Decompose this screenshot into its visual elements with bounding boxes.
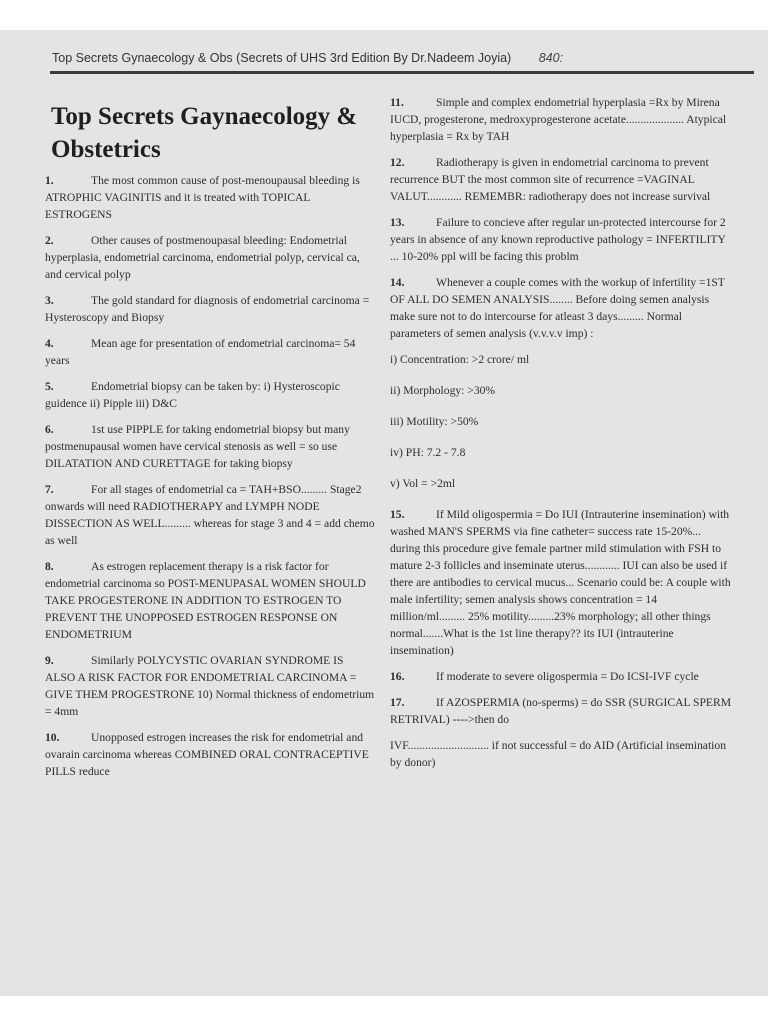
list-item [45, 558, 375, 643]
list-item [45, 729, 375, 780]
running-header [52, 51, 752, 73]
list-item [390, 274, 732, 342]
item-number: 10. [45, 731, 60, 744]
item-text: The most common cause of post-menoupausal bleeding is ATROPHIC VAGINITIS and it is treated with TOPICAL ESTROGENS [45, 174, 360, 221]
semen-parameter: iv) PH: 7.2 - 7.8 [390, 446, 466, 459]
item-text: As estrogen replacement therapy is a risk factor for endometrial carcinoma so POST-MENUPASAL WOMEN SHOULD TAKE PROGESTERONE IN ADDITION TO ESTROGEN TO PREVENT THE UNOPPOSED ESTROGEN RESPONSE ON ENDOMETRIUM [45, 560, 366, 641]
list-item [390, 94, 732, 145]
item-number: 17. [390, 696, 405, 709]
list-item [45, 481, 375, 549]
scanned-page [0, 30, 768, 996]
list-item [45, 421, 375, 472]
item-continuation: IVF............................ if not successful = do AID (Artificial insemination by donor) [390, 739, 726, 769]
item-text: Endometrial biopsy can be taken by: i) Hysteroscopic guidence ii) Pipple iii) D&C [45, 380, 340, 410]
item-number: 1. [45, 174, 54, 187]
item-text: For all stages of endometrial ca = TAH+BSO......... Stage2 onwards will need RADIOTHERAPY and LYMPH NODE DISSECTION AS WELL......... whereas for stage 3 and 4 = add chemo as well [45, 483, 375, 547]
item-number: 11. [390, 96, 404, 109]
item-text: Similarly POLYCYSTIC OVARIAN SYNDROME IS ALSO A RISK FACTOR FOR ENDOMETRIAL CARCINOMA = GIVE THEM PROGESTRONE 10) Normal thickness of endometrium = 4mm [45, 654, 375, 718]
item-number: 2. [45, 234, 54, 247]
list-item [45, 378, 375, 412]
header-rule [50, 71, 754, 74]
item-number: 7. [45, 483, 54, 496]
item-number: 14. [390, 276, 405, 289]
list-item [45, 172, 375, 223]
item-text: Simple and complex endometrial hyperplasia =Rx by Mirena IUCD, progesterone, medroxyprogesterone acetate.................... Atypical hyperplasia = Rx by TAH [390, 96, 727, 143]
item-text: Other causes of postmenoupasal bleeding: Endometrial hyperplasia, endometrial carcinoma, endometrial polyp, cervical ca, and cervical polyp [45, 234, 360, 281]
item-text: 1st use PIPPLE for taking endometrial biopsy but many postmenupausal women have cervical stenosis as well = so use DILATATION AND CURETTAGE for taking biopsy [45, 423, 350, 470]
item-text: If moderate to severe oligospermia = Do ICSI-IVF cycle [436, 670, 699, 683]
item-text: Unopposed estrogen increases the risk for endometrial and ovarain carcinoma whereas COMBINED ORAL CONTRACEPTIVE PILLS reduce [45, 731, 369, 778]
list-item [45, 652, 375, 720]
item-number: 3. [45, 294, 54, 307]
item-number: 16. [390, 670, 405, 683]
item-number: 12. [390, 156, 405, 169]
left-column [45, 94, 375, 789]
item-number: 4. [45, 337, 54, 350]
running-title: Top Secrets Gynaecology & Obs (Secrets of UHS 3rd Edition By Dr.Nadeem Joyia) [52, 51, 512, 65]
item-text: Mean age for presentation of endometrial carcinoma= 54 years [45, 337, 356, 367]
list-item [390, 214, 732, 265]
list-item [390, 154, 732, 205]
page-number: 840: [538, 51, 564, 65]
item-text: Radiotherapy is given in endometrial carcinoma to prevent recurrence BUT the most common site of recurrence =VAGINAL VALUT............ REMEMBR: radiotherapy does not increase survival [390, 156, 711, 203]
item-number: 6. [45, 423, 54, 436]
item-number: 5. [45, 380, 54, 393]
item-text: If AZOSPERMIA (no-sperms) = do SSR (SURGICAL SPERM RETRIVAL) ---->then do [390, 696, 732, 726]
list-item [390, 506, 732, 659]
document-title: Top Secrets Gaynaecology & Obstetrics [51, 103, 358, 163]
semen-parameter: i) Concentration: >2 crore/ ml [390, 353, 530, 366]
item-text: If Mild oligospermia = Do IUI (Intrauterine insemination) with washed MAN'S SPERMS via fine catheter= success rate 15-20%... during this procedure give female partner mild stimulation with FSH to mature 2-3 follicles and inseminate uterus............ IUI can also be used if there are antibodies to cervical mucus... Scenario could be: A couple with male infertility; semen analysis shows concentration = 14 million/ml......... 25% motility.........23% morphology; all other things normal.......What is the 1st line therapy?? its IUI (intrauterine insemination) [390, 508, 731, 657]
list-item [45, 232, 375, 283]
semen-parameter: ii) Morphology: >30% [390, 384, 496, 397]
item-number: 15. [390, 508, 405, 521]
item-text: Failure to concieve after regular un-protected intercourse for 2 years in absence of any known reproductive pathology = INFERTILITY ... 10-20% ppl will be facing this problm [390, 216, 726, 263]
item-number: 13. [390, 216, 405, 229]
item-text: Whenever a couple comes with the workup of infertility =1ST OF ALL DO SEMEN ANALYSIS........ Before doing semen analysis make sure not to do intercourse for atleast 3 days......... Normal parameters of semen analysis (v.v.v.v imp) : [390, 276, 725, 340]
list-item [45, 335, 375, 369]
right-column [390, 94, 732, 780]
item-text: The gold standard for diagnosis of endometrial carcinoma = Hysteroscopy and Biopsy [45, 294, 370, 324]
list-item [45, 292, 375, 326]
list-item [390, 694, 732, 728]
item-number: 8. [45, 560, 54, 573]
list-item [390, 668, 732, 685]
item-number: 9. [45, 654, 54, 667]
semen-parameter: iii) Motility: >50% [390, 415, 479, 428]
semen-parameter: v) Vol = >2ml [390, 477, 456, 490]
